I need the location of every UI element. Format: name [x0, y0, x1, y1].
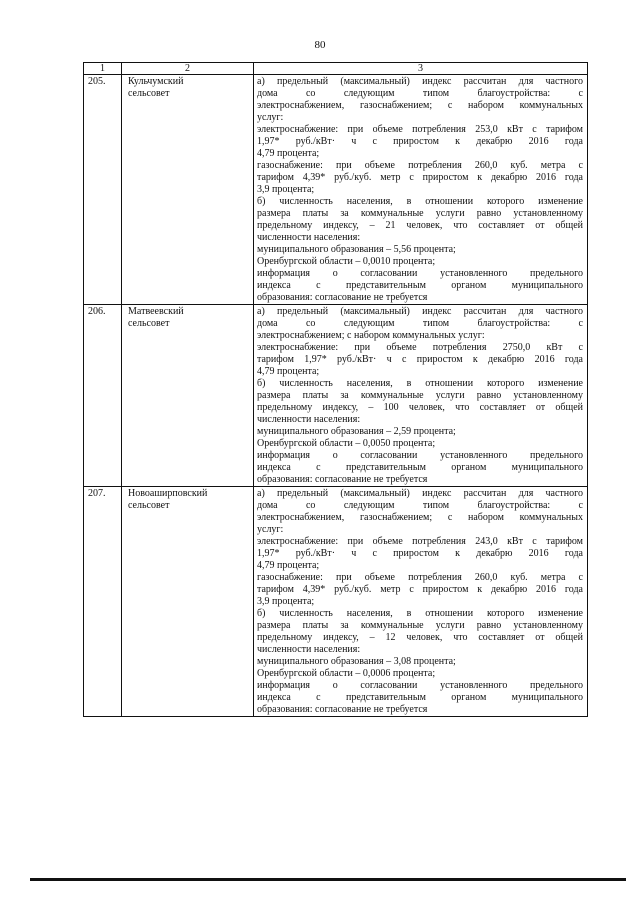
- municipality-name-line: Кульчумский: [128, 76, 184, 87]
- index-details: [254, 487, 588, 717]
- detail-line: услуг:: [257, 524, 284, 535]
- detail-line: образования: согласование не требуется: [257, 474, 428, 485]
- detail-line: 4,79 процента;: [257, 148, 320, 159]
- detail-line: индекса с представительным органом муниципального: [257, 280, 583, 291]
- row-number: 206.: [84, 305, 122, 487]
- table-body: [84, 75, 588, 717]
- detail-line: б) численность населения, в отношении которого изменение: [257, 378, 583, 389]
- index-details: [254, 75, 588, 305]
- detail-line: муниципального образования – 3,08 процента;: [257, 656, 456, 667]
- detail-line: газоснабжение: при объеме потребления 260,0 куб. метра с: [257, 160, 583, 171]
- row-number: 207.: [84, 487, 122, 717]
- detail-line: тарифом 4,39* руб./куб. метр с приростом к декабрю 2016 года: [257, 584, 583, 595]
- detail-line: предельному индексу, – 21 человек, что составляет от общей: [257, 220, 583, 231]
- detail-line: б) численность населения, в отношении которого изменение: [257, 196, 583, 207]
- detail-line: индекса с представительным органом муниципального: [257, 692, 583, 703]
- detail-line: численности населения:: [257, 232, 361, 243]
- detail-line: электроснабжением; с набором коммунальных услуг:: [257, 330, 485, 341]
- column-header-details: 3: [254, 63, 588, 75]
- municipality-name: [122, 305, 254, 487]
- detail-line: размера платы за коммунальные услуги равно установленному: [257, 620, 583, 631]
- row-number: 205.: [84, 75, 122, 305]
- municipality-name-line: сельсовет: [128, 500, 170, 511]
- table-header-row: [84, 63, 588, 75]
- municipality-name-line: Новоаширповский: [128, 488, 208, 499]
- index-details: [254, 305, 588, 487]
- column-header-number: 1: [84, 63, 122, 75]
- detail-line: 1,97* руб./кВт· ч с приростом к декабрю 2016 года: [257, 548, 583, 559]
- detail-line: информация о согласовании установленного предельного: [257, 268, 583, 279]
- detail-line: образования: согласование не требуется: [257, 704, 428, 715]
- detail-line: а) предельный (максимальный) индекс рассчитан для частного: [257, 488, 583, 499]
- detail-line: тарифом 4,39* руб./куб. метр с приростом к декабрю 2016 года: [257, 172, 583, 183]
- detail-line: электроснабжением, газоснабжением; с набором коммунальных: [257, 100, 583, 111]
- detail-line: муниципального образования – 2,59 процента;: [257, 426, 456, 437]
- tariff-index-table: [83, 62, 588, 717]
- detail-line: электроснабжение: при объеме потребления 243,0 кВт с тарифом: [257, 536, 583, 547]
- municipality-name-line: сельсовет: [128, 318, 170, 329]
- detail-line: Оренбургской области – 0,0050 процента;: [257, 438, 436, 449]
- detail-line: электроснабжение: при объеме потребления 2750,0 кВт с: [257, 342, 583, 353]
- detail-line: а) предельный (максимальный) индекс рассчитан для частного: [257, 306, 583, 317]
- table-row: [84, 487, 588, 717]
- table-row: [84, 305, 588, 487]
- municipality-name-line: Матвеевский: [128, 306, 184, 317]
- detail-line: предельному индексу, – 12 человек, что составляет от общей: [257, 632, 583, 643]
- detail-line: информация о согласовании установленного предельного: [257, 680, 583, 691]
- detail-line: размера платы за коммунальные услуги равно установленному: [257, 208, 583, 219]
- municipality-name: [122, 75, 254, 305]
- municipality-name-line: сельсовет: [128, 88, 170, 99]
- detail-line: газоснабжение: при объеме потребления 260,0 куб. метра с: [257, 572, 583, 583]
- detail-line: дома со следующим типом благоустройства: с: [257, 500, 583, 511]
- detail-line: б) численность населения, в отношении которого изменение: [257, 608, 583, 619]
- detail-line: 1,97* руб./кВт· ч с приростом к декабрю 2016 года: [257, 136, 583, 147]
- detail-line: численности населения:: [257, 644, 361, 655]
- page-number: 80: [314, 39, 326, 51]
- detail-line: дома со следующим типом благоустройства: с: [257, 318, 583, 329]
- column-header-name: 2: [122, 63, 254, 75]
- detail-line: численности населения:: [257, 414, 361, 425]
- detail-line: услуг:: [257, 112, 284, 123]
- detail-line: 3,9 процента;: [257, 596, 315, 607]
- detail-line: 4,79 процента;: [257, 366, 320, 377]
- detail-line: 3,9 процента;: [257, 184, 315, 195]
- detail-line: электроснабжением, газоснабжением; с набором коммунальных: [257, 512, 583, 523]
- detail-line: а) предельный (максимальный) индекс рассчитан для частного: [257, 76, 583, 87]
- detail-line: образования: согласование не требуется: [257, 292, 428, 303]
- detail-line: предельному индексу, – 100 человек, что составляет от общей: [257, 402, 583, 413]
- detail-line: тарифом 1,97* руб./кВт· ч с приростом к декабрю 2016 года: [257, 354, 583, 365]
- bottom-rule: [30, 878, 626, 881]
- detail-line: электроснабжение: при объеме потребления 253,0 кВт с тарифом: [257, 124, 583, 135]
- detail-line: индекса с представительным органом муниципального: [257, 462, 583, 473]
- detail-line: Оренбургской области – 0,0006 процента;: [257, 668, 436, 679]
- municipality-name: [122, 487, 254, 717]
- detail-line: дома со следующим типом благоустройства: с: [257, 88, 583, 99]
- detail-line: информация о согласовании установленного предельного: [257, 450, 583, 461]
- detail-line: муниципального образования – 5,56 процента;: [257, 244, 456, 255]
- detail-line: 4,79 процента;: [257, 560, 320, 571]
- table-row: [84, 75, 588, 305]
- detail-line: Оренбургской области – 0,0010 процента;: [257, 256, 436, 267]
- detail-line: размера платы за коммунальные услуги равно установленному: [257, 390, 583, 401]
